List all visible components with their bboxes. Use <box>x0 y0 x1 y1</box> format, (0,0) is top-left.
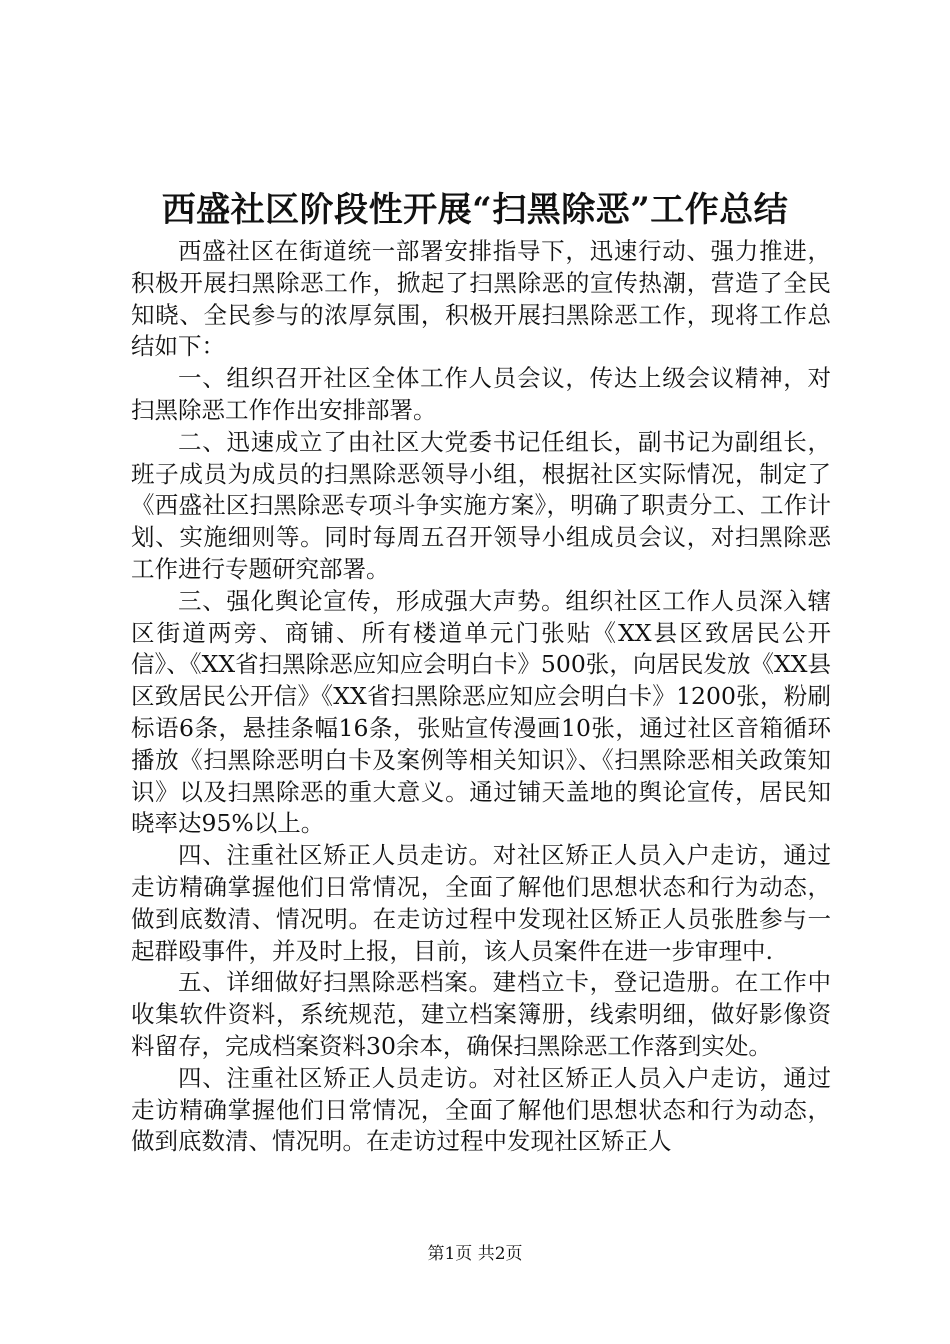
document-title: 西盛社区阶段性开展“扫黑除恶”工作总结 <box>161 190 789 230</box>
paragraph-section-4-repeat: 四、注重社区矫正人员走访。对社区矫正人员入户走访，通过走访精确掌握他们日常情况，全面了解他们思想状态和行为动态，做到底数清、情况明。在走访过程中发现社区矫正人 <box>131 1063 831 1156</box>
paragraph-section-4: 四、注重社区矫正人员走访。对社区矫正人员入户走访，通过走访精确掌握他们日常情况，全面了解他们思想状态和行为动态，做到底数清、情况明。在走访过程中发现社区矫正人员张胜参与一起群殴事件，并及时上报，目前，该人员案件在进一步审理中. <box>131 841 831 965</box>
paragraph-intro: 西盛社区在街道统一部署安排指导下，迅速行动、强力推进，积极开展扫黑除恶工作，掀起了扫黑除恶的宣传热潮，营造了全民知晓、全民参与的浓厚氛围，积极开展扫黑除恶工作，现将工作总结如下： <box>131 237 831 361</box>
paragraph-section-3: 三、强化舆论宣传，形成强大声势。组织社区工作人员深入辖区街道两旁、商铺、所有楼道单元门张贴《XX县区致居民公开信》、《XX省扫黑除恶应知应会明白卡》500张，向居民发放《XX县区致居民公开信》《XX省扫黑除恶应知应会明白卡》1200张，粉刷标语6条，悬挂条幅16条，张贴宣传漫画10张，通过社区音箱循环播放《扫黑除恶明白卡及案例等相关知识》、《扫黑除恶相关政策知识》以及扫黑除恶的重大意义。通过铺天盖地的舆论宣传，居民知晓率达95%以上。 <box>131 586 831 838</box>
document-body <box>131 236 831 1158</box>
paragraph-section-5: 五、详细做好扫黑除恶档案。建档立卡，登记造册。在工作中收集软件资料，系统规范，建立档案簿册，线索明细，做好影像资料留存，完成档案资料30余本，确保扫黑除恶工作落到实处。 <box>131 968 831 1060</box>
paragraph-section-2: 二、迅速成立了由社区大党委书记任组长，副书记为副组长，班子成员为成员的扫黑除恶领导小组，根据社区实际情况，制定了《西盛社区扫黑除恶专项斗争实施方案》，明确了职责分工、工作计划、实施细则等。同时每周五召开领导小组成员会议，对扫黑除恶工作进行专题研究部署。 <box>131 427 831 583</box>
paragraph-section-1: 一、组织召开社区全体工作人员会议，传达上级会议精神，对扫黑除恶工作作出安排部署。 <box>131 364 831 424</box>
page-number-footer: 第1页 共2页 <box>427 1244 523 1264</box>
